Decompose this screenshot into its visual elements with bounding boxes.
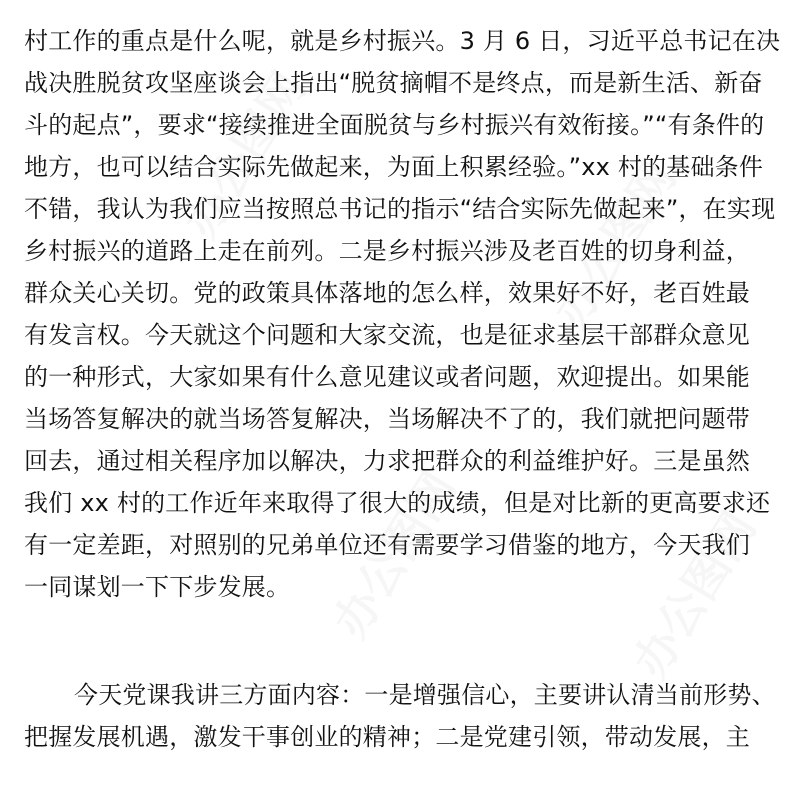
watermark: 办公图网 — [322, 462, 467, 647]
text-line: 我们 xx 村的工作近年来取得了很大的成绩，但是对比新的更高要求还 — [24, 489, 771, 517]
text-line: 当场答复解决的就当场答复解决，当场解决不了的，我们就把问题带 — [24, 405, 750, 433]
text-line: 有一定差距，对照别的兄弟单位还有需要学习借鉴的地方，今天我们 — [24, 531, 750, 559]
text-line: 回去，通过相关程序加以解决，力求把群众的利益维护好。三是虽然 — [24, 447, 750, 475]
text-line: 把握发展机遇，激发干事创业的精神；二是党建引领，带动发展，主 — [24, 723, 750, 751]
watermark: 办公图网 — [172, 62, 317, 247]
text-line: 群众关心关切。党的政策具体落地的怎么样，效果好不好，老百姓最 — [24, 279, 750, 307]
watermark: 办公图网 — [542, 152, 687, 337]
text-line: 不错，我认为我们应当按照总书记的指示“结合实际先做起来”，在实现 — [24, 195, 776, 223]
text-line: 战决胜脱贫攻坚座谈会上指出“脱贫摘帽不是终点，而是新生活、新奋 — [24, 69, 763, 97]
text-line: 村工作的重点是什么呢，就是乡村振兴。3 月 6 日，习近平总书记在决 — [24, 27, 781, 55]
text-line: 的一种形式，大家如果有什么意见建议或者问题，欢迎提出。如果能 — [24, 363, 750, 391]
text-line: 一同谋划一下下步发展。 — [24, 573, 291, 601]
text-line: 今天党课我讲三方面内容：一是增强信心，主要讲认清当前形势、 — [74, 681, 776, 709]
text-line: 斗的起点”，要求“接续推进全面脱贫与乡村振兴有效衔接。”“有条件的 — [24, 111, 765, 139]
text-line: 地方，也可以结合实际先做起来，为面上积累经验。”xx 村的基础条件 — [24, 153, 764, 181]
watermark: 办公图网 — [622, 502, 767, 687]
text-line: 乡村振兴的道路上走在前列。二是乡村振兴涉及老百姓的切身利益， — [24, 237, 750, 265]
text-line: 有发言权。今天就这个问题和大家交流，也是征求基层干部群众意见 — [24, 321, 750, 349]
